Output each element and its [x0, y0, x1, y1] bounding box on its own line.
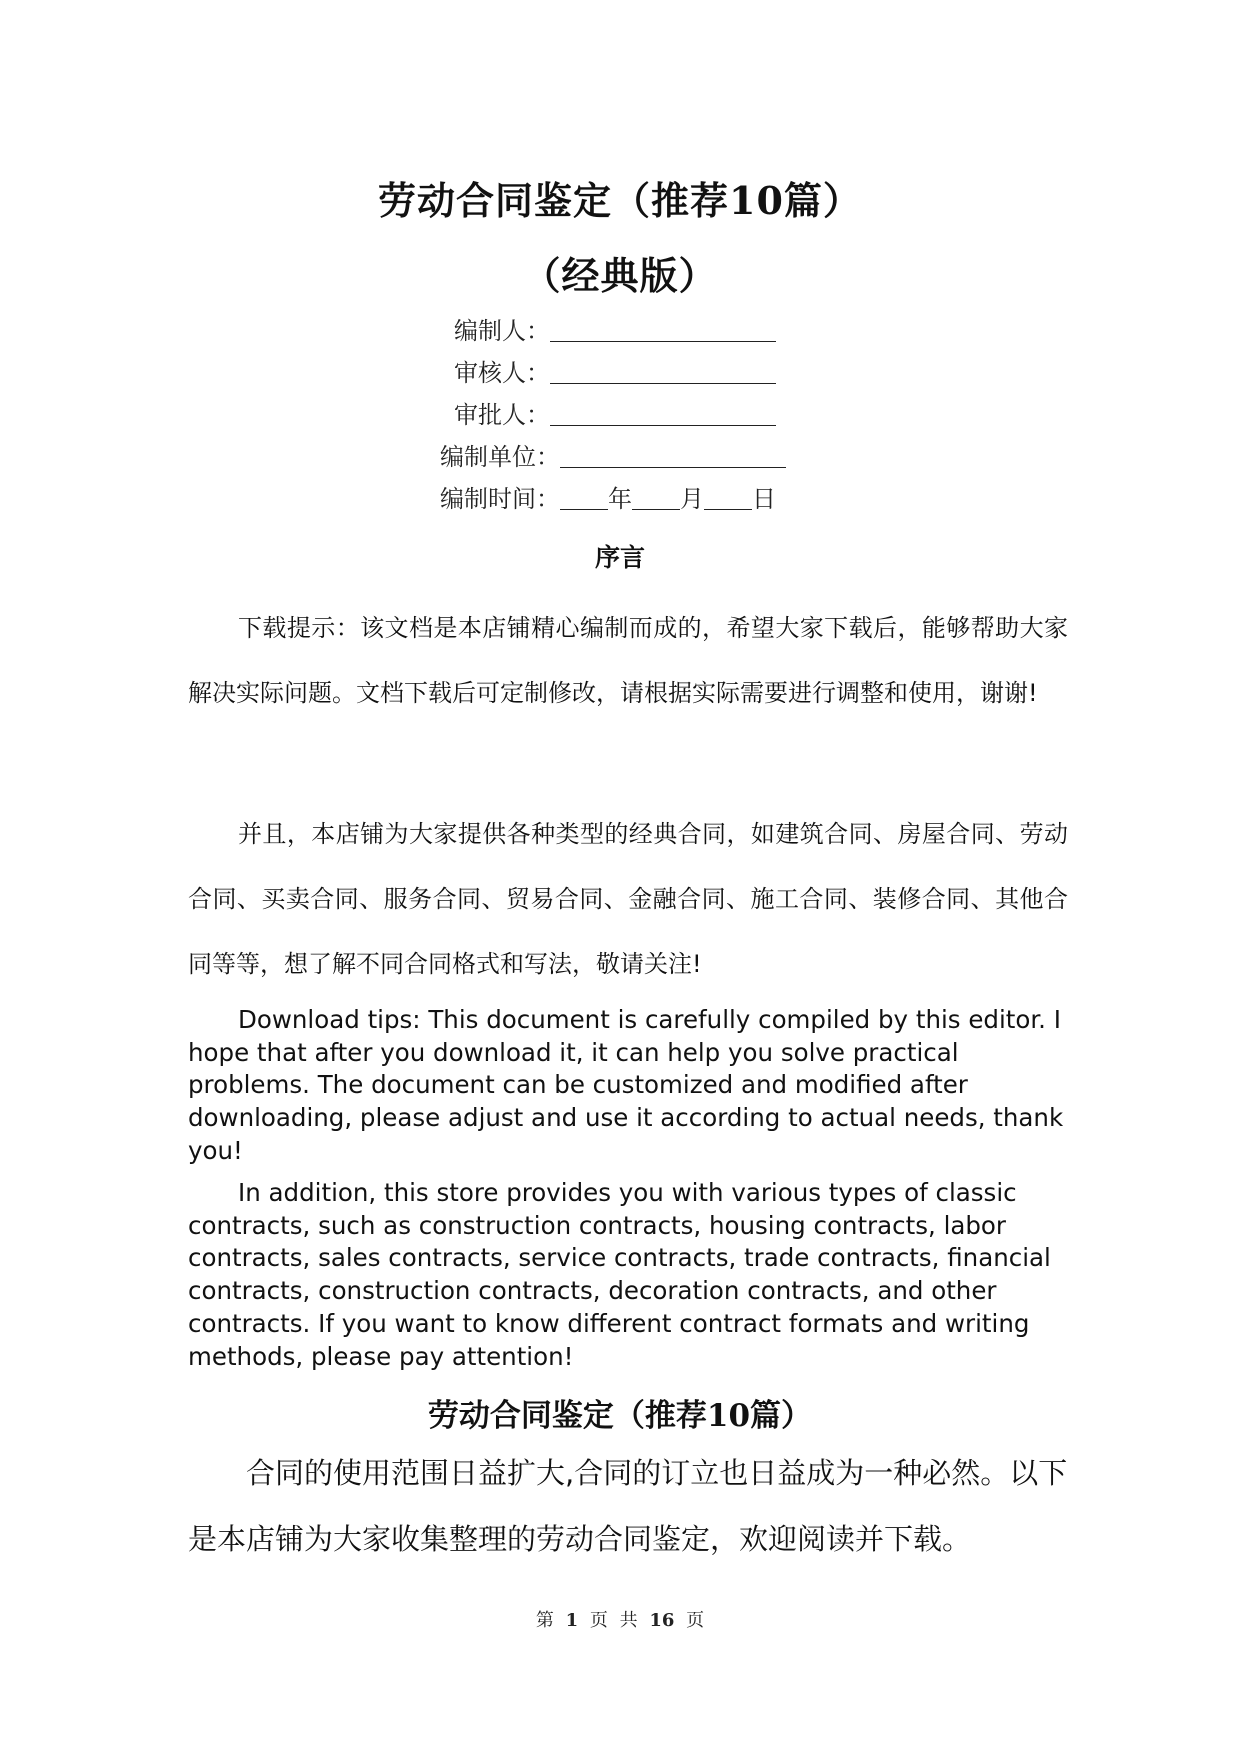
compiler-row: [440, 310, 860, 352]
document-title: 劳动合同鉴定（推荐10篇）: [378, 178, 862, 223]
footer-suffix: 页: [686, 1610, 705, 1631]
unit-label: 编制单位：: [440, 443, 560, 471]
time-row: [440, 478, 860, 520]
year-label: 年: [608, 485, 632, 513]
current-page-number: 1: [565, 1610, 579, 1631]
preface-heading: 序言: [594, 543, 645, 572]
preface-cn-paragraph-2: 并且，本店铺为大家提供各种类型的经典合同，如建筑合同、房屋合同、劳动合同、买卖合同、服务合同、贸易合同、金融合同、施工合同、装修合同、其他合同等等，想了解不同合同格式和写法，敬请关注!: [188, 820, 1068, 978]
approver-label: 审批人：: [454, 401, 550, 429]
day-blank: [704, 485, 752, 510]
approval-form: [440, 310, 860, 520]
approver-blank: [550, 401, 776, 426]
compiler-label: 编制人：: [454, 317, 550, 345]
month-blank: [632, 485, 680, 510]
footer-mid: 页 共: [589, 1610, 638, 1631]
section-title: 劳动合同鉴定（推荐10篇）: [427, 1398, 813, 1434]
reviewer-row: [440, 352, 860, 394]
approver-row: [440, 394, 860, 436]
preface-en-paragraph-1: Download tips: This document is carefully compiled by this editor. I hope that after you download it, it can help you solve practical problems. The document can be customized and modified after downloading, please adjust and use it according to actual needs, thank you!: [188, 1005, 1064, 1165]
month-label: 月: [680, 485, 704, 513]
intro-paragraph: 合同的使用范围日益扩大,合同的订立也日益成为一种必然。以下是本店铺为大家收集整理的劳动合同鉴定，欢迎阅读并下载。: [188, 1456, 1068, 1556]
document-edition: （经典版）: [522, 253, 718, 298]
preface-cn-paragraph-1: 下载提示：该文档是本店铺精心编制而成的，希望大家下载后，能够帮助大家解决实际问题。文档下载后可定制修改，请根据实际需要进行调整和使用，谢谢!: [188, 614, 1068, 707]
preface-en-paragraph-2: In addition, this store provides you with various types of classic contracts, such as construction contracts, housing contracts, labor contracts, sales contracts, service contracts, trade contracts, financial contracts, construction contracts, decoration contracts, and other contracts. If you want to know different contract formats and writing methods, please pay attention!: [188, 1178, 1051, 1371]
year-blank: [560, 485, 608, 510]
reviewer-label: 审核人：: [454, 359, 550, 387]
unit-row: [440, 436, 860, 478]
time-label: 编制时间：: [440, 485, 560, 513]
reviewer-blank: [550, 359, 776, 384]
total-page-count: 16: [649, 1610, 675, 1631]
compiler-blank: [550, 317, 776, 342]
footer-prefix: 第: [535, 1610, 554, 1631]
unit-blank: [560, 443, 786, 468]
page-footer: [0, 1606, 1240, 1632]
day-label: 日: [752, 485, 776, 513]
